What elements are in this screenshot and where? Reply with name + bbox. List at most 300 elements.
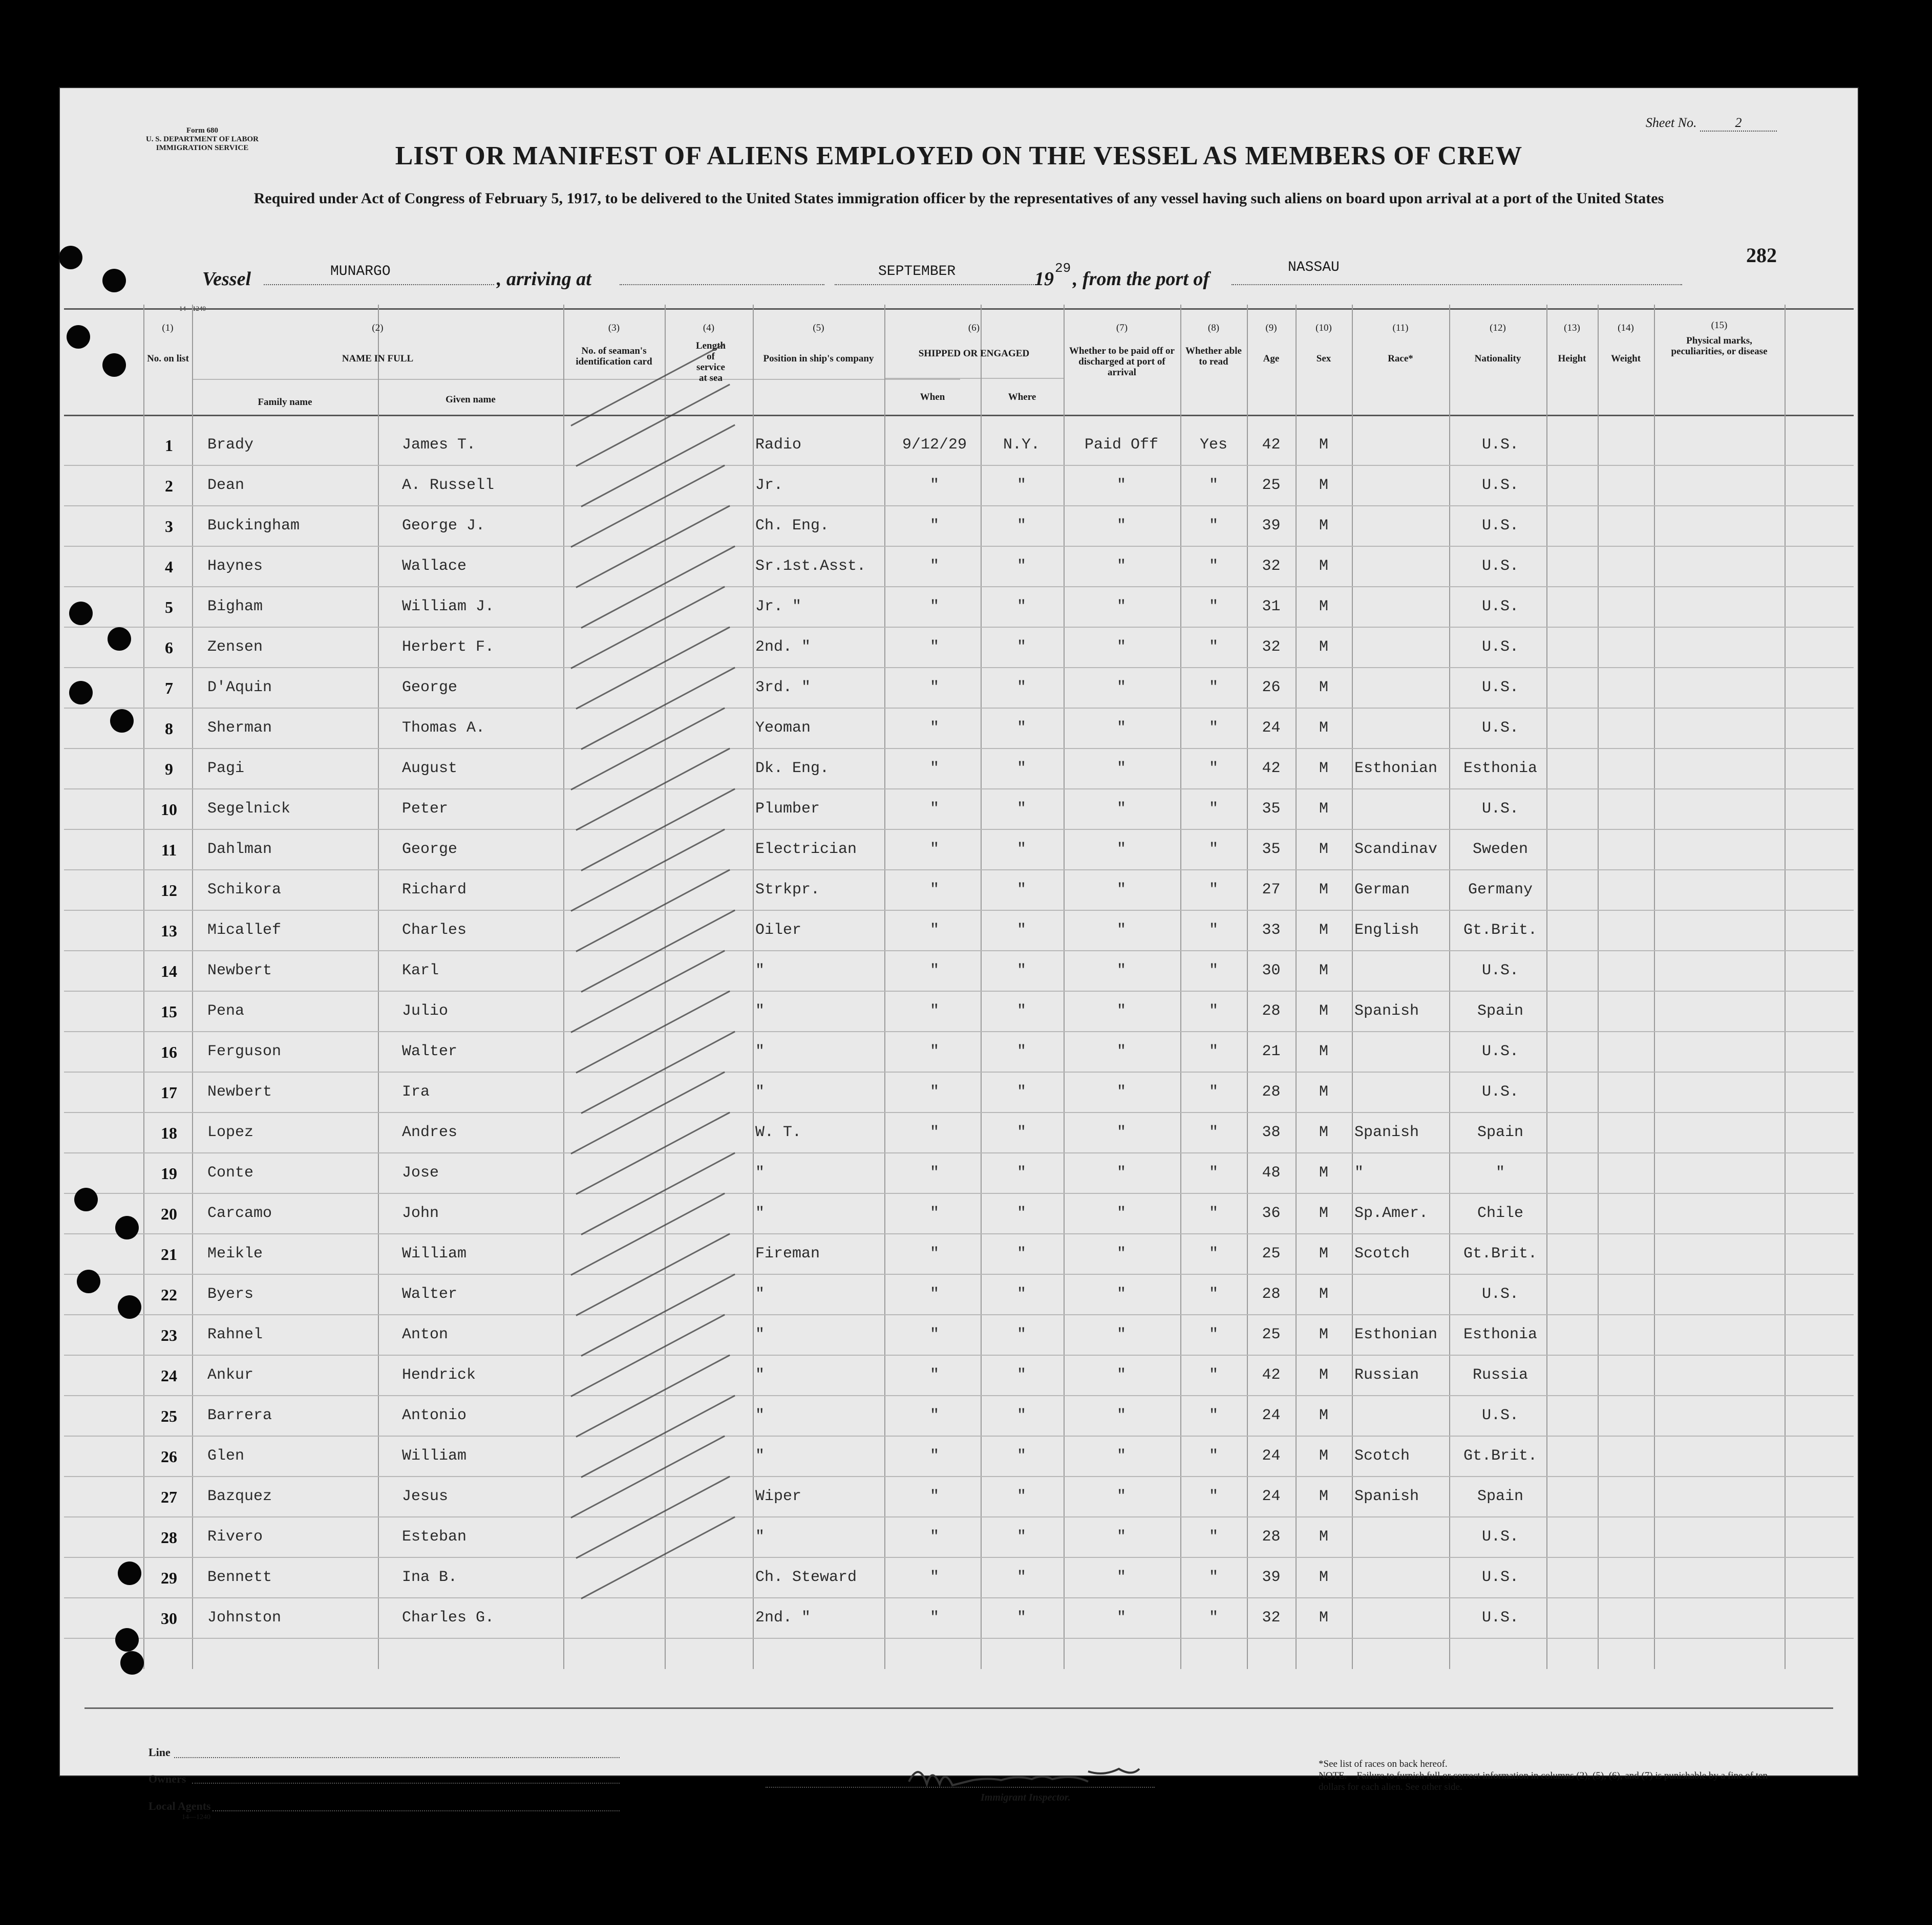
shipped-when: "	[929, 1488, 939, 1505]
shipped-where: "	[1016, 1488, 1026, 1505]
table-row	[59, 910, 1859, 951]
sex: M	[1319, 1447, 1328, 1465]
paid-off: "	[1116, 1407, 1126, 1424]
position: "	[755, 1164, 765, 1182]
row-number: 8	[165, 719, 173, 738]
sex: M	[1319, 1002, 1328, 1020]
able-to-read: "	[1208, 1326, 1218, 1343]
able-to-read: "	[1208, 1083, 1218, 1101]
row-number: 21	[161, 1245, 177, 1264]
nationality: U.S.	[1481, 1609, 1519, 1627]
shipped-where: "	[1016, 1043, 1026, 1060]
shipped-where: "	[1016, 841, 1026, 858]
age: 28	[1262, 1286, 1281, 1303]
age: 31	[1262, 598, 1281, 615]
table-row	[59, 1113, 1859, 1153]
shipped-where: "	[1016, 1366, 1026, 1384]
row-number: 17	[161, 1083, 177, 1102]
table-row	[59, 1032, 1859, 1072]
age: 21	[1262, 1043, 1281, 1060]
row-number: 20	[161, 1205, 177, 1223]
race: Sp.Amer.	[1354, 1205, 1429, 1222]
given-name: Thomas A.	[402, 719, 485, 737]
position: Dk. Eng.	[755, 760, 830, 777]
age: 32	[1262, 1609, 1281, 1627]
row-number: 5	[165, 598, 173, 616]
arrival-month: SEPTEMBER	[878, 264, 956, 280]
age: 28	[1262, 1528, 1281, 1546]
position: Electrician	[755, 841, 857, 858]
paid-off: Paid Off	[1084, 436, 1159, 454]
sex: M	[1319, 1286, 1328, 1303]
shipped-when: "	[929, 598, 939, 615]
nationality: Spain	[1477, 1488, 1523, 1505]
row-number: 10	[161, 800, 177, 819]
able-to-read: "	[1208, 638, 1218, 656]
sex: M	[1319, 1609, 1328, 1627]
sex: M	[1319, 1164, 1328, 1182]
shipped-when: 9/12/29	[902, 436, 967, 454]
row-number: 19	[161, 1164, 177, 1183]
shipped-where: "	[1016, 760, 1026, 777]
race: Scotch	[1354, 1447, 1410, 1465]
sex: M	[1319, 679, 1328, 696]
position: 2nd. "	[755, 1609, 811, 1627]
shipped-when: "	[929, 800, 939, 818]
row-number: 23	[161, 1326, 177, 1344]
shipped-when: "	[929, 1609, 939, 1627]
nationality: U.S.	[1481, 1043, 1519, 1060]
binder-hole	[115, 1216, 139, 1239]
family-name: Dahlman	[207, 841, 272, 858]
given-name: Anton	[402, 1326, 449, 1343]
able-to-read: "	[1208, 881, 1218, 899]
binder-hole	[77, 1270, 100, 1293]
row-number: 15	[161, 1002, 177, 1021]
col-where: Where	[1008, 392, 1036, 402]
shipped-where: "	[1016, 477, 1026, 494]
nationality: Germany	[1468, 881, 1533, 899]
shipped-when: "	[929, 1205, 939, 1222]
age: 24	[1262, 1407, 1281, 1424]
position: Strkpr.	[755, 881, 820, 899]
given-name: Peter	[402, 800, 449, 818]
col-sex: Sex	[1316, 353, 1331, 364]
binder-hole	[110, 709, 134, 733]
shipped-where: "	[1016, 719, 1026, 737]
table-row	[59, 1517, 1859, 1557]
printer-code-top: 14—1240	[179, 305, 206, 312]
given-name: William J.	[402, 598, 495, 615]
shipped-when: "	[929, 881, 939, 899]
binder-hole	[118, 1295, 141, 1319]
age: 30	[1262, 962, 1281, 979]
given-name: A. Russell	[402, 477, 495, 494]
position: Radio	[755, 436, 802, 454]
row-number: 12	[161, 881, 177, 900]
paid-off: "	[1116, 1002, 1126, 1020]
position: "	[755, 1043, 765, 1060]
age: 25	[1262, 1326, 1281, 1343]
row-number: 9	[165, 760, 173, 778]
position: W. T.	[755, 1124, 802, 1141]
shipped-when: "	[929, 922, 939, 939]
able-to-read: "	[1208, 760, 1218, 777]
row-number: 29	[161, 1569, 177, 1587]
paid-off: "	[1116, 881, 1126, 899]
able-to-read: "	[1208, 477, 1218, 494]
position: "	[755, 1002, 765, 1020]
shipped-where: "	[1016, 962, 1026, 979]
inspector-label: Immigrant Inspector.	[981, 1792, 1071, 1803]
able-to-read: "	[1208, 1245, 1218, 1263]
able-to-read: "	[1208, 1447, 1218, 1465]
paid-off: "	[1116, 1286, 1126, 1303]
position: Oiler	[755, 922, 802, 939]
sex: M	[1319, 1488, 1328, 1505]
row-number: 13	[161, 922, 177, 940]
binder-hole	[120, 1651, 144, 1675]
sex: M	[1319, 1043, 1328, 1060]
shipped-where: "	[1016, 1528, 1026, 1546]
shipped-when: "	[929, 760, 939, 777]
sex: M	[1319, 638, 1328, 656]
age: 24	[1262, 1488, 1281, 1505]
binder-hole	[69, 681, 93, 704]
family-name: Brady	[207, 436, 254, 454]
age: 33	[1262, 922, 1281, 939]
position: Plumber	[755, 800, 820, 818]
binder-hole	[74, 1188, 98, 1211]
nationality: Esthonia	[1463, 1326, 1538, 1343]
sex: M	[1319, 1407, 1328, 1424]
family-name: Byers	[207, 1286, 254, 1303]
nationality: U.S.	[1481, 436, 1519, 454]
age: 25	[1262, 1245, 1281, 1263]
race-note: *See list of races on back hereof.	[1319, 1759, 1448, 1769]
shipped-where: "	[1016, 679, 1026, 696]
shipped-where: "	[1016, 881, 1026, 899]
row-number: 1	[165, 436, 173, 455]
shipped-when: "	[929, 1164, 939, 1182]
table-row	[59, 748, 1859, 789]
family-name: Bigham	[207, 598, 263, 615]
able-to-read: "	[1208, 1002, 1218, 1020]
row-number: 2	[165, 477, 173, 495]
row-number: 30	[161, 1609, 177, 1628]
row-number: 24	[161, 1366, 177, 1385]
col-paid-off: Whether to be paid off or discharged at port of arrival	[1069, 346, 1175, 378]
col-nationality: Nationality	[1474, 353, 1521, 364]
position: "	[755, 1286, 765, 1303]
given-name: Esteban	[402, 1528, 467, 1546]
nationality: U.S.	[1481, 800, 1519, 818]
col-name-in-full: NAME IN FULL	[342, 353, 414, 364]
given-name: Herbert F.	[402, 638, 495, 656]
family-name: Glen	[207, 1447, 245, 1465]
sex: M	[1319, 598, 1328, 615]
nationality: U.S.	[1481, 477, 1519, 494]
sex: M	[1319, 1205, 1328, 1222]
binder-hole	[115, 1628, 139, 1652]
shipped-where: "	[1016, 800, 1026, 818]
sex: M	[1319, 881, 1328, 899]
row-number: 26	[161, 1447, 177, 1466]
manifest-sheet: Form 680 U. S. DEPARTMENT OF LABOR IMMIGRATION SERVICE Sheet No. 2 LIST OR MANIFEST OF ALIENS EMPLOYED ON THE VESSEL AS MEMBERS OF CREW Required under Act of Congress of February 5, 1917, to be delivered to the United States immigration officer by the representatives of any vessel having such aliens on board upon arrival at a port of the United States 282 Vessel MUNARGO , arriving at SEPTEMBER 19 29 , from the port of NASSAU 14—1240 (1) No. on list (2) NAME IN FULL Family name Given name (3) No. of seaman's identification card (4) Length of service at sea (5) Position in ship's company (6) SHIPPED OR ENGAGED When Where (7) Whether to be paid off or discharged at port of arrival (8) Whether able to read (9) Age (10) Sex (11) Race* (12) Nationality (13) Height (14) Weight (15) Physical marks, peculiarities, or disease 1 Brady James T. Radio 9/12/29 N.Y. Paid Off Yes 42 M U.S. 2 Dean A. Russell Jr. " " " " 25 M U.S. 3 Buckingham George J. Ch. Eng. " " " " 39 M U.S. 4 Haynes Wallace Sr.1st.Asst. " " " " 32 M U.S. 5 Bigham William J. Jr. " " " " " 31 M U.S. 6 Zensen Herbert F. 2nd. " " " " " 32 M U.S. 7 D'Aquin George 3rd. " " " " " 26 M U.S. 8 Sherman Thomas A. Yeoman " " " " 24 M U.S. 9 Pagi August Dk. Eng. " " " " 42 M Esthonian Esthonia 10 Segelnick Peter Plumber " " " " 35 M U.S. 11 Dahlman George Electrician " " " " 35 M Scandinav Sweden 12 Schikora Richard Strkpr. " " " " 27 M German Germany 13 Micallef Charles Oiler " " " " 33 M English Gt.Brit. 14 Newbert Karl " " " " " 30 M U.S. 15 Pena Julio " " " " " 28 M Spanish Spain 16 Ferguson Walter " " " " " 21 M U.S. 17 Newbert Ira " " " " " 28 M U.S. 18 Lopez Andres W. T. " " " " 38 M Spanish Spain 19 Conte Jose " " " " " 48 M " " 20 Carcamo John " " " " " 36 M Sp.Amer. Chile 21 Meikle William Fireman " " " " 25 M Scotch Gt.Brit. 22 Byers Walter " " " " " 28 M U.S. 23 Rahnel Anton " " " " " 25 M Esthonian Esthonia 24 Ankur Hendrick " " " " " 42 M Russian Russia 25 Barrera Antonio " " " " " 24 M U.S. 26 Glen William " " " " " 24 M Scotch Gt.Brit. 27 Bazquez Jesus Wiper " " " " 24 M Spanish Spain 28 Rivero Esteban " " " " " 28 M U.S. 29 Bennett Ina B. Ch. Steward " " " " 39 M U.S. 30 Johnston Charles G. 2nd. " " " " " 32 M U.S. Line Owners Local Agents 14—1240 Immigrant Inspector. *See list of races on back hereof. NOTE.—Failure to furnish full or correct information in columns (2), (5), (6), and (7) is punishable by a fine of ten dollars for each alien. See other side.	[59, 87, 1859, 1777]
paid-off: "	[1116, 1609, 1126, 1627]
col-height: Height	[1558, 353, 1586, 364]
able-to-read: "	[1208, 800, 1218, 818]
age: 24	[1262, 1447, 1281, 1465]
family-name: Newbert	[207, 962, 272, 979]
paid-off: "	[1116, 1043, 1126, 1060]
row-number: 27	[161, 1488, 177, 1506]
binder-hole	[102, 269, 126, 292]
age: 28	[1262, 1083, 1281, 1101]
form-number: Form 680	[186, 126, 219, 135]
col-no-on-list: No. on list	[147, 353, 189, 364]
position: Yeoman	[755, 719, 811, 737]
nationality: U.S.	[1481, 598, 1519, 615]
age: 32	[1262, 638, 1281, 656]
shipped-where: "	[1016, 638, 1026, 656]
paid-off: "	[1116, 1164, 1126, 1182]
given-name: Charles	[402, 922, 467, 939]
given-name: Ira	[402, 1083, 430, 1101]
shipped-where: "	[1016, 1407, 1026, 1424]
nationality: Russia	[1472, 1366, 1528, 1384]
position: "	[755, 1528, 765, 1546]
family-name: Zensen	[207, 638, 263, 656]
paid-off: "	[1116, 1083, 1126, 1101]
race: Esthonian	[1354, 760, 1438, 777]
paid-off: "	[1116, 679, 1126, 696]
nationality: Esthonia	[1463, 760, 1538, 777]
given-name: Richard	[402, 881, 467, 899]
family-name: Rivero	[207, 1528, 263, 1546]
family-name: Johnston	[207, 1609, 282, 1627]
paid-off: "	[1116, 962, 1126, 979]
table-row	[59, 1153, 1859, 1193]
able-to-read: "	[1208, 719, 1218, 737]
paid-off: "	[1116, 1528, 1126, 1546]
family-name: Pagi	[207, 760, 245, 777]
sex: M	[1319, 760, 1328, 777]
binder-hole	[108, 627, 131, 651]
shipped-when: "	[929, 962, 939, 979]
row-number: 18	[161, 1124, 177, 1142]
given-name: August	[402, 760, 458, 777]
shipped-when: "	[929, 1083, 939, 1101]
shipped-where: "	[1016, 1609, 1026, 1627]
family-name: Segelnick	[207, 800, 291, 818]
family-name: Bazquez	[207, 1488, 272, 1505]
race: "	[1354, 1164, 1364, 1182]
able-to-read: "	[1208, 598, 1218, 615]
sheet-number: Sheet No. 2	[1646, 115, 1777, 132]
position: "	[755, 1326, 765, 1343]
shipped-where: "	[1016, 598, 1026, 615]
age: 48	[1262, 1164, 1281, 1182]
age: 38	[1262, 1124, 1281, 1141]
paid-off: "	[1116, 1447, 1126, 1465]
race: German	[1354, 881, 1410, 899]
given-name: Walter	[402, 1286, 458, 1303]
nationality: U.S.	[1481, 679, 1519, 696]
given-name: George J.	[402, 517, 485, 534]
age: 42	[1262, 1366, 1281, 1384]
given-name: John	[402, 1205, 439, 1222]
able-to-read: "	[1208, 1569, 1218, 1586]
able-to-read: "	[1208, 962, 1218, 979]
table-row	[59, 1598, 1859, 1638]
family-name: Dean	[207, 477, 245, 494]
position: "	[755, 1366, 765, 1384]
family-name: Micallef	[207, 922, 282, 939]
family-name: Haynes	[207, 558, 263, 575]
race: Esthonian	[1354, 1326, 1438, 1343]
sex: M	[1319, 1326, 1328, 1343]
shipped-where: "	[1016, 517, 1026, 534]
family-name: Schikora	[207, 881, 282, 899]
given-name: William	[402, 1447, 467, 1465]
shipped-where: "	[1016, 1326, 1026, 1343]
nationality: Gt.Brit.	[1463, 922, 1538, 939]
nationality: Sweden	[1472, 841, 1528, 858]
shipped-when: "	[929, 517, 939, 534]
table-row	[59, 708, 1859, 748]
col-weight: Weight	[1610, 353, 1641, 364]
race: Russian	[1354, 1366, 1419, 1384]
position: Ch. Eng.	[755, 517, 830, 534]
shipped-where: "	[1016, 1569, 1026, 1586]
row-number: 28	[161, 1528, 177, 1547]
col-physical-marks: Physical marks, peculiarities, or disease	[1671, 335, 1768, 357]
table-row	[59, 1477, 1859, 1517]
table-row	[59, 1234, 1859, 1274]
row-number: 25	[161, 1407, 177, 1425]
nationality: U.S.	[1481, 517, 1519, 534]
table-row	[59, 1072, 1859, 1113]
position: "	[755, 1407, 765, 1424]
row-number: 22	[161, 1286, 177, 1304]
table-row	[59, 1396, 1859, 1436]
nationality: Chile	[1477, 1205, 1523, 1222]
family-name: Pena	[207, 1002, 245, 1020]
family-name: Carcamo	[207, 1205, 272, 1222]
shipped-where: "	[1016, 922, 1026, 939]
col-age: Age	[1263, 353, 1280, 364]
nationality: U.S.	[1481, 1286, 1519, 1303]
shipped-where: "	[1016, 1164, 1026, 1182]
row-number: 14	[161, 962, 177, 980]
table-row	[59, 506, 1859, 546]
family-name: Bennett	[207, 1569, 272, 1586]
department-name: U. S. DEPARTMENT OF LABOR	[145, 135, 259, 143]
sex: M	[1319, 477, 1328, 494]
family-name: Buckingham	[207, 517, 300, 534]
nationality: U.S.	[1481, 1407, 1519, 1424]
col-race: Race*	[1388, 353, 1413, 364]
shipped-when: "	[929, 1326, 939, 1343]
table-row	[59, 789, 1859, 829]
family-name: Rahnel	[207, 1326, 263, 1343]
table-row	[59, 627, 1859, 668]
race: English	[1354, 922, 1419, 939]
given-name: Walter	[402, 1043, 458, 1060]
age: 36	[1262, 1205, 1281, 1222]
row-number: 11	[161, 841, 177, 859]
nationality: "	[1495, 1164, 1505, 1182]
document-subtitle: Required under Act of Congress of February 5, 1917, to be delivered to the United States immigration officer by the representatives of any vessel having such aliens on board upon arrival at a port of the United States	[253, 190, 1664, 207]
age: 42	[1262, 760, 1281, 777]
given-name: William	[402, 1245, 467, 1263]
shipped-when: "	[929, 1528, 939, 1546]
paid-off: "	[1116, 517, 1126, 534]
age: 26	[1262, 679, 1281, 696]
shipped-where: "	[1016, 1205, 1026, 1222]
position: 3rd. "	[755, 679, 811, 696]
age: 35	[1262, 841, 1281, 858]
age: 39	[1262, 517, 1281, 534]
shipped-where: "	[1016, 1083, 1026, 1101]
paid-off: "	[1116, 841, 1126, 858]
page-number: 282	[1746, 244, 1777, 267]
table-row	[59, 829, 1859, 870]
paid-off: "	[1116, 1205, 1126, 1222]
family-name: Conte	[207, 1164, 254, 1182]
table-row	[59, 951, 1859, 991]
table-row	[59, 546, 1859, 587]
able-to-read: "	[1208, 1609, 1218, 1627]
vessel-info-line: Vessel MUNARGO , arriving at SEPTEMBER 19 29 , from the port of NASSAU	[202, 264, 1792, 294]
table-row	[59, 1436, 1859, 1477]
family-name: Newbert	[207, 1083, 272, 1101]
family-name: Meikle	[207, 1245, 263, 1263]
shipped-when: "	[929, 679, 939, 696]
line-label: Line	[148, 1746, 171, 1759]
family-name: Ankur	[207, 1366, 254, 1384]
position: Wiper	[755, 1488, 802, 1505]
table-row	[59, 1274, 1859, 1315]
shipped-when: "	[929, 477, 939, 494]
race: Spanish	[1354, 1002, 1419, 1020]
able-to-read: "	[1208, 1528, 1218, 1546]
age: 39	[1262, 1569, 1281, 1586]
table-row	[59, 1355, 1859, 1396]
shipped-when: "	[929, 719, 939, 737]
nationality: U.S.	[1481, 1083, 1519, 1101]
given-name: Wallace	[402, 558, 467, 575]
shipped-where: "	[1016, 1124, 1026, 1141]
binder-hole	[59, 246, 82, 269]
race: Spanish	[1354, 1124, 1419, 1141]
age: 25	[1262, 477, 1281, 494]
agents-label: Local Agents	[148, 1800, 211, 1812]
position: Jr. "	[755, 598, 802, 615]
vessel-name: MUNARGO	[330, 264, 391, 280]
position: 2nd. "	[755, 638, 811, 656]
col-family-name: Family name	[258, 397, 312, 408]
row-number: 4	[165, 558, 173, 576]
sex: M	[1319, 1528, 1328, 1546]
able-to-read: Yes	[1199, 436, 1227, 454]
shipped-when: "	[929, 1124, 939, 1141]
arrival-year: 29	[1055, 261, 1071, 276]
shipped-where: "	[1016, 1286, 1026, 1303]
nationality: Spain	[1477, 1002, 1523, 1020]
col-id-card: No. of seaman's identification card	[576, 346, 652, 367]
